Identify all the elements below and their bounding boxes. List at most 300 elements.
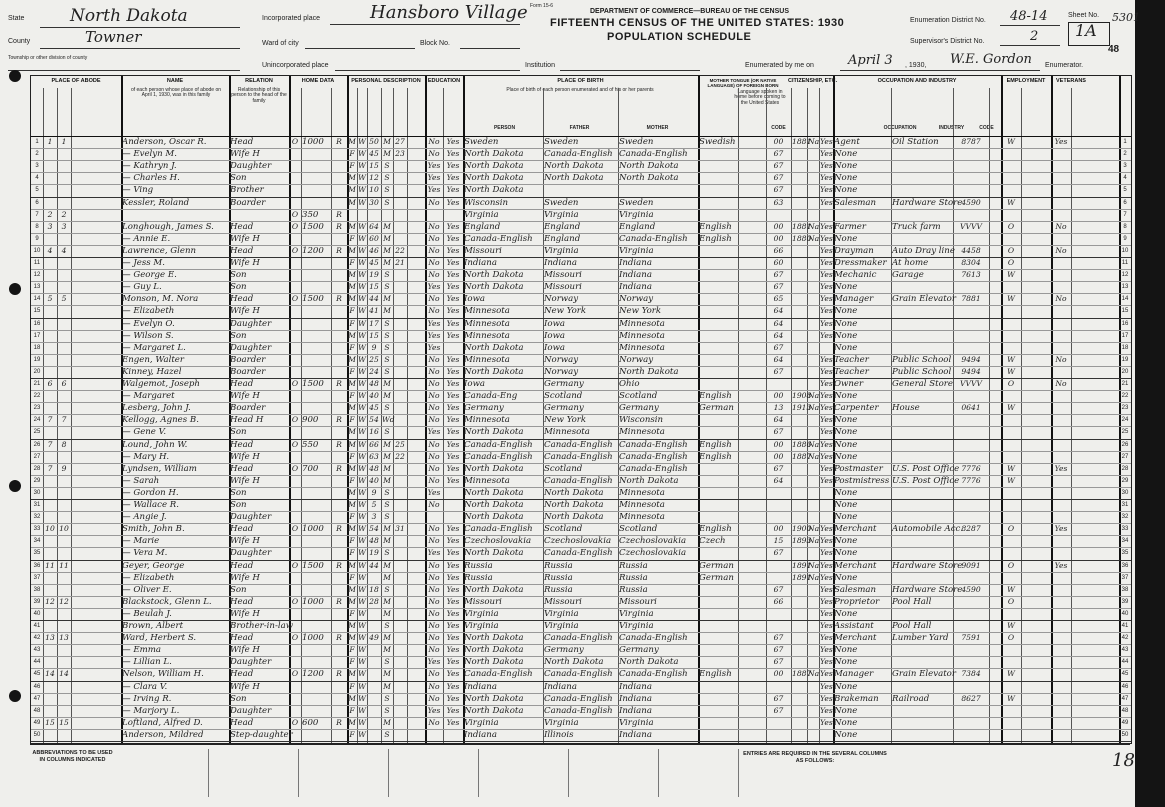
- cell-age: [368, 572, 380, 584]
- cell-eng: Yes: [820, 270, 833, 280]
- cell-fam: [58, 330, 70, 342]
- cell-name: — Elizabeth: [122, 572, 175, 583]
- cell-occ: None: [834, 608, 858, 619]
- cell-am: 23: [395, 149, 405, 159]
- line-number-right: 22: [1121, 393, 1129, 400]
- cell-sch: No: [428, 197, 440, 207]
- line-number-right: 18: [1121, 344, 1129, 351]
- cell-age: 9: [371, 342, 377, 352]
- cell-rel: Step-daughter: [230, 729, 293, 740]
- cell-am: [394, 681, 406, 693]
- cell-mbp: Indiana: [619, 681, 652, 692]
- cell-dw: [44, 184, 56, 196]
- cell-fbp: Scotland: [544, 391, 583, 402]
- cell-rd: Yes: [446, 705, 460, 715]
- cell-age: 5: [371, 500, 377, 509]
- unincorporated-label: Unincorporated place: [262, 62, 329, 69]
- cell-emp: W: [1007, 475, 1015, 485]
- cell-cit: [808, 547, 818, 559]
- cell-code: [767, 499, 790, 511]
- cell-eng: [820, 487, 832, 499]
- cell-cit: Na: [808, 669, 820, 679]
- line-number: 11: [33, 260, 41, 266]
- cell-fam: 14: [59, 669, 69, 679]
- cell-rel: Son: [230, 500, 247, 510]
- cell-imm: 1886: [792, 439, 812, 449]
- cell-rel: Wife H: [230, 536, 260, 547]
- cell-r: [332, 584, 346, 596]
- cell-rd: Yes: [446, 330, 460, 340]
- line-number-right: 28: [1121, 465, 1129, 472]
- cell-fam: [58, 693, 70, 705]
- cell-sex: F: [349, 608, 355, 618]
- cell-sch: No: [428, 354, 440, 364]
- cell-sex: M: [348, 596, 356, 606]
- cell-rd: Yes: [446, 366, 460, 376]
- line-number-right: 32: [1121, 514, 1129, 521]
- cell-dw: [44, 584, 56, 596]
- cell-vet: [1052, 318, 1070, 330]
- cell-fam: 5: [61, 294, 67, 304]
- cell-name: Kinney, Hazel: [122, 366, 182, 377]
- cell-fbp: Missouri: [544, 596, 582, 607]
- footer-block: [658, 749, 739, 797]
- cell-eng: Yes: [820, 161, 833, 171]
- cell-mar: M: [383, 475, 391, 485]
- cell-cit: Na: [808, 221, 820, 231]
- cell-rd: Yes: [446, 548, 460, 558]
- cell-fbp: Norway: [544, 366, 579, 377]
- cell-emp: W: [1007, 693, 1015, 703]
- cell-am: 22: [395, 451, 405, 461]
- cell-eng: Yes: [820, 560, 833, 570]
- cell-age: 16: [369, 427, 379, 437]
- line-number-right: 46: [1121, 683, 1129, 690]
- cell-occ: Proprietor: [834, 596, 880, 607]
- cell-oc: 8304: [961, 258, 981, 267]
- cell-sex: M: [348, 270, 356, 280]
- cell-code: 15: [773, 536, 784, 546]
- cell-ind: Grain Elevator: [892, 294, 956, 305]
- cell-oc: 7613: [961, 270, 981, 280]
- cell-ind: Oil Station: [892, 137, 939, 147]
- cell-mar: S: [384, 197, 390, 207]
- cell-vet: [1052, 257, 1070, 269]
- cell-name: — Wallace R.: [122, 500, 179, 510]
- line-number: 41: [33, 623, 41, 629]
- cell-imm: [792, 209, 806, 221]
- cell-race: W: [358, 161, 366, 171]
- cell-occ: [834, 209, 890, 221]
- cell-fbp: Canada-English: [544, 451, 613, 462]
- cell-ind: [892, 717, 952, 729]
- cell-tenure: [290, 535, 300, 547]
- cell-dw: [44, 172, 56, 184]
- line-number-right: 38: [1121, 586, 1129, 593]
- footer-block: [118, 749, 209, 797]
- cell-sex: M: [348, 354, 356, 364]
- cell-cit: [808, 148, 818, 160]
- cell-oc: 4458: [961, 245, 981, 255]
- cell-mar: M: [383, 221, 391, 231]
- cell-mbp: Ohio: [619, 379, 640, 389]
- row-divider: [31, 741, 1131, 742]
- line-number-right: 12: [1121, 272, 1129, 279]
- cell-rel: Boarder: [230, 366, 266, 377]
- cell-occ: None: [834, 487, 858, 498]
- line-number: 16: [33, 320, 41, 327]
- cell-bp: Minnesota: [464, 354, 510, 365]
- cell-mar: S: [384, 693, 390, 703]
- cell-cit: [808, 378, 818, 390]
- cell-mbp: Canada-English: [619, 233, 688, 244]
- cell-rd: Yes: [446, 318, 460, 328]
- cell-imm: [792, 511, 806, 523]
- cell-mar: M: [383, 596, 391, 606]
- birth-column-desc: Place of birth of each person enumerated and of his or her parents: [506, 87, 654, 93]
- cell-am: [394, 584, 406, 596]
- page-number: 48: [1108, 44, 1120, 55]
- cell-occ: Brakeman: [834, 693, 879, 704]
- cell-bp: Canada-English: [464, 669, 533, 680]
- cell-oc: 7591: [961, 633, 981, 643]
- cell-r: R: [336, 294, 342, 304]
- cell-sch: Yes: [427, 657, 441, 667]
- cell-eng: Yes: [820, 572, 833, 582]
- cell-imm: [792, 463, 806, 475]
- township-label: Township or other division of county: [8, 55, 88, 61]
- cell-ind: [892, 172, 952, 184]
- cell-bp: Minnesota: [464, 330, 510, 341]
- cell-eng: Yes: [820, 657, 833, 667]
- cell-name: — Kathryn J.: [122, 161, 177, 172]
- cell-sch: Yes: [427, 185, 441, 195]
- cell-code: 66: [773, 245, 784, 255]
- cell-tenure: O: [291, 596, 299, 606]
- cell-emp: [1002, 487, 1020, 499]
- cell-fbp: Illinois: [544, 729, 574, 740]
- cell-vet: No: [1055, 379, 1067, 388]
- cell-emp: O: [1007, 560, 1015, 570]
- cell-dw: [44, 705, 56, 717]
- cell-name: — Mary H.: [122, 451, 170, 462]
- line-number: 44: [33, 659, 41, 666]
- cell-name: — Beulah J.: [122, 608, 172, 619]
- cell-sch: No: [428, 379, 440, 388]
- cell-mbp: Russia: [619, 584, 648, 595]
- cell-am: [394, 390, 406, 402]
- cell-vet: [1052, 414, 1070, 426]
- cell-val: [302, 318, 330, 330]
- cell-sex: F: [349, 705, 355, 715]
- cell-bp: North Dakota: [464, 173, 524, 184]
- cell-dw: 7: [47, 463, 53, 473]
- cell-dw: [44, 620, 56, 632]
- form-number: Form 15-6: [530, 3, 554, 9]
- cell-tenure: O: [291, 717, 299, 727]
- cell-vet: [1052, 366, 1070, 378]
- schedule-title: POPULATION SCHEDULE: [607, 31, 752, 43]
- cell-val: 350: [302, 209, 319, 220]
- cell-code: [767, 572, 790, 584]
- cell-sex: F: [349, 681, 355, 691]
- cell-dw: [44, 318, 56, 330]
- cell-dw: [44, 451, 56, 463]
- cell-fam: 4: [61, 245, 67, 255]
- cell-emp: [1002, 342, 1020, 354]
- cell-rel: Wife H: [230, 258, 260, 268]
- cell-imm: 1900: [792, 524, 812, 534]
- cell-oc: [954, 535, 988, 547]
- cell-sex: F: [349, 391, 355, 401]
- cell-imm: [792, 378, 806, 390]
- cell-mar: S: [384, 512, 390, 522]
- cell-sex: F: [349, 161, 355, 171]
- cell-oc: [954, 426, 988, 438]
- cell-tongue: English: [699, 233, 732, 244]
- cell-code: 67: [773, 463, 784, 473]
- cell-val: 1000: [302, 633, 324, 644]
- line-number: 39: [33, 598, 41, 605]
- cell-fam: [58, 172, 70, 184]
- cell-tenure: [290, 354, 300, 366]
- cell-tongue: English: [699, 524, 732, 535]
- lang-col-head: Language spoken in home before coming to the United States: [734, 89, 786, 106]
- cell-tenure: [290, 148, 300, 160]
- cell-bp: Iowa: [464, 294, 486, 305]
- cell-sex: F: [349, 451, 355, 461]
- cell-sch: Yes: [427, 487, 441, 497]
- cell-tongue: [699, 160, 737, 172]
- cell-mar: S: [384, 270, 390, 280]
- cell-occ: None: [834, 536, 858, 547]
- cell-val: [302, 305, 330, 317]
- cell-imm: [792, 354, 806, 366]
- cell-bp: North Dakota: [464, 548, 524, 559]
- cell-code: 64: [773, 415, 784, 425]
- cell-emp: [1002, 656, 1020, 668]
- cell-oc: [954, 160, 988, 172]
- cell-tenure: [290, 197, 300, 209]
- cell-tongue: [699, 717, 737, 729]
- enumerated-date: April 3: [848, 53, 893, 68]
- cell-code: 67: [773, 584, 784, 594]
- cell-cit: [808, 305, 818, 317]
- cell-cit: [808, 729, 818, 741]
- cell-eng: Yes: [820, 524, 833, 534]
- supervisor-label: Supervisor's District No.: [910, 38, 985, 45]
- cell-name: Brown, Albert: [122, 621, 184, 631]
- cell-imm: [792, 632, 806, 644]
- cell-emp: [1002, 547, 1020, 559]
- cell-fbp: Missouri: [544, 282, 582, 293]
- cell-race: W: [358, 245, 366, 255]
- cell-vet: [1052, 547, 1070, 559]
- cell-tenure: [290, 620, 300, 632]
- cell-name: — Evelyn M.: [122, 149, 177, 160]
- cell-tongue: [699, 693, 737, 705]
- cell-imm: [792, 596, 806, 608]
- cell-imm: [792, 257, 806, 269]
- cell-dw: [44, 426, 56, 438]
- incorporated-value: Hansboro Village: [370, 2, 528, 23]
- cell-ind: Automobile Acc.: [892, 524, 964, 535]
- line-number: 20: [33, 368, 41, 375]
- cell-val: [302, 402, 330, 414]
- cell-rel: Wife H: [230, 572, 260, 583]
- cell-eng: Yes: [820, 439, 833, 449]
- cell-eng: Yes: [820, 608, 833, 618]
- cell-fam: 6: [61, 379, 67, 388]
- cell-mar: M: [383, 439, 391, 449]
- cell-ind: Railroad: [892, 693, 930, 704]
- cell-code: 67: [773, 149, 784, 159]
- cell-mbp: Canada-English: [619, 451, 688, 462]
- cell-code: 00: [773, 524, 784, 534]
- cell-tenure: O: [291, 294, 299, 304]
- cell-rd: Yes: [446, 584, 460, 594]
- cell-eng: Yes: [820, 221, 833, 231]
- cell-fbp: New York: [544, 306, 587, 317]
- cell-race: W: [358, 173, 366, 183]
- cell-code: 63: [773, 197, 784, 207]
- cell-tenure: [290, 172, 300, 184]
- cell-eng: Yes: [820, 318, 833, 328]
- cell-emp: [1002, 499, 1020, 511]
- cell-sch: No: [428, 475, 440, 485]
- cell-vet: [1052, 499, 1070, 511]
- cell-race: W: [358, 149, 366, 159]
- cell-r: [332, 681, 346, 693]
- cell-cit: [808, 330, 818, 342]
- cell-mar: M: [383, 391, 391, 401]
- cell-name: Lound, John W.: [122, 439, 188, 450]
- cell-fam: [58, 197, 70, 209]
- cell-cit: [808, 426, 818, 438]
- cell-mbp: Scotland: [619, 524, 658, 535]
- cell-vet: [1052, 342, 1070, 354]
- cell-bp: Indiana: [464, 681, 497, 692]
- cell-race: W: [358, 185, 366, 195]
- cell-tongue: [699, 269, 737, 281]
- cell-imm: [792, 197, 806, 209]
- cell-age: 17: [369, 318, 379, 328]
- cell-bp: Virginia: [464, 621, 499, 631]
- cell-imm: [792, 172, 806, 184]
- cell-fbp: Canada-English: [544, 439, 613, 450]
- cell-imm: [792, 342, 806, 354]
- cell-oc: [954, 620, 988, 632]
- enum-district-label: Enumeration District No.: [910, 17, 986, 24]
- cell-name: — Marie: [122, 536, 160, 547]
- cell-age: 12: [369, 173, 379, 183]
- cell-cit: [808, 656, 818, 668]
- cell-mar: S: [384, 500, 390, 509]
- sheet-label: Sheet No.: [1068, 12, 1100, 19]
- cell-ind: At home: [892, 258, 929, 268]
- cell-sex: M: [348, 693, 356, 703]
- cell-eng: Yes: [820, 536, 833, 546]
- cell-code: 13: [773, 403, 784, 413]
- cell-fam: 11: [59, 560, 69, 570]
- cell-sch: No: [428, 137, 440, 146]
- cell-emp: [1002, 717, 1020, 729]
- line-number: 37: [33, 574, 41, 581]
- cell-tenure: [290, 693, 300, 705]
- cell-age: 19: [369, 270, 379, 280]
- cell-ind: [892, 342, 952, 354]
- cell-dw: 7: [47, 415, 53, 425]
- line-number-right: 9: [1123, 235, 1127, 242]
- stamp-number: 5301: [1112, 11, 1140, 24]
- cell-mbp: Russia: [619, 560, 648, 571]
- cell-rd: Yes: [446, 258, 460, 267]
- cell-val: [302, 233, 330, 245]
- cell-val: [302, 197, 330, 209]
- cell-imm: [792, 608, 806, 620]
- cell-rel: Head: [230, 669, 254, 680]
- cell-tongue: [699, 148, 737, 160]
- cell-cit: [808, 342, 818, 354]
- cell-tongue: [699, 487, 737, 499]
- cell-mbp: North Dakota: [619, 657, 679, 668]
- cell-age: 15: [369, 330, 379, 340]
- line-number-right: 37: [1121, 574, 1129, 581]
- cell-cit: [808, 281, 818, 293]
- cell-tenure: O: [291, 245, 299, 255]
- cell-tongue: [699, 632, 737, 644]
- line-number-right: 13: [1121, 284, 1129, 291]
- cell-tongue: [699, 644, 737, 656]
- cell-dw: 14: [45, 669, 55, 679]
- cell-fam: 1: [61, 137, 67, 146]
- cell-mbp: Minnesota: [619, 342, 665, 353]
- cell-name: — Gordon H.: [122, 487, 179, 498]
- cell-oc: VVVV: [960, 379, 982, 388]
- cell-fam: [58, 305, 70, 317]
- cell-val: [302, 608, 330, 620]
- cell-oc: [954, 184, 988, 196]
- cell-name: Loftland, Alfred D.: [122, 717, 203, 728]
- line-number: 15: [33, 308, 41, 315]
- cell-code: 60: [773, 258, 784, 267]
- cell-sex: F: [349, 729, 355, 739]
- footer-block: [388, 749, 479, 797]
- cell-r: [332, 318, 346, 330]
- cell-sch: No: [428, 306, 440, 316]
- cell-rel: Son: [230, 693, 247, 704]
- cell-mar: S: [384, 584, 390, 594]
- cell-r: [332, 499, 346, 511]
- cell-name: — Guy L.: [122, 282, 162, 293]
- cell-oc: [954, 511, 988, 523]
- cell-dw: [44, 729, 56, 741]
- group-mother-tongue: MOTHER TONGUE (OR NATIVE LANGUAGE) OF FOREIGN BORN: [707, 78, 779, 88]
- cell-r: R: [336, 439, 342, 449]
- cell-mbp: Norway: [619, 354, 654, 365]
- cell-rel: Head: [230, 439, 254, 450]
- cell-rd: Yes: [446, 596, 460, 606]
- cell-mar: S: [384, 366, 390, 376]
- cell-bp: North Dakota: [464, 693, 524, 704]
- cell-vet: [1052, 717, 1070, 729]
- cell-eng: Yes: [820, 645, 833, 655]
- cell-rel: Son: [230, 487, 247, 498]
- cell-sex: [348, 209, 356, 221]
- cell-ind: [892, 511, 952, 523]
- cell-rel: Boarder: [230, 354, 266, 365]
- line-number-right: 36: [1121, 562, 1129, 569]
